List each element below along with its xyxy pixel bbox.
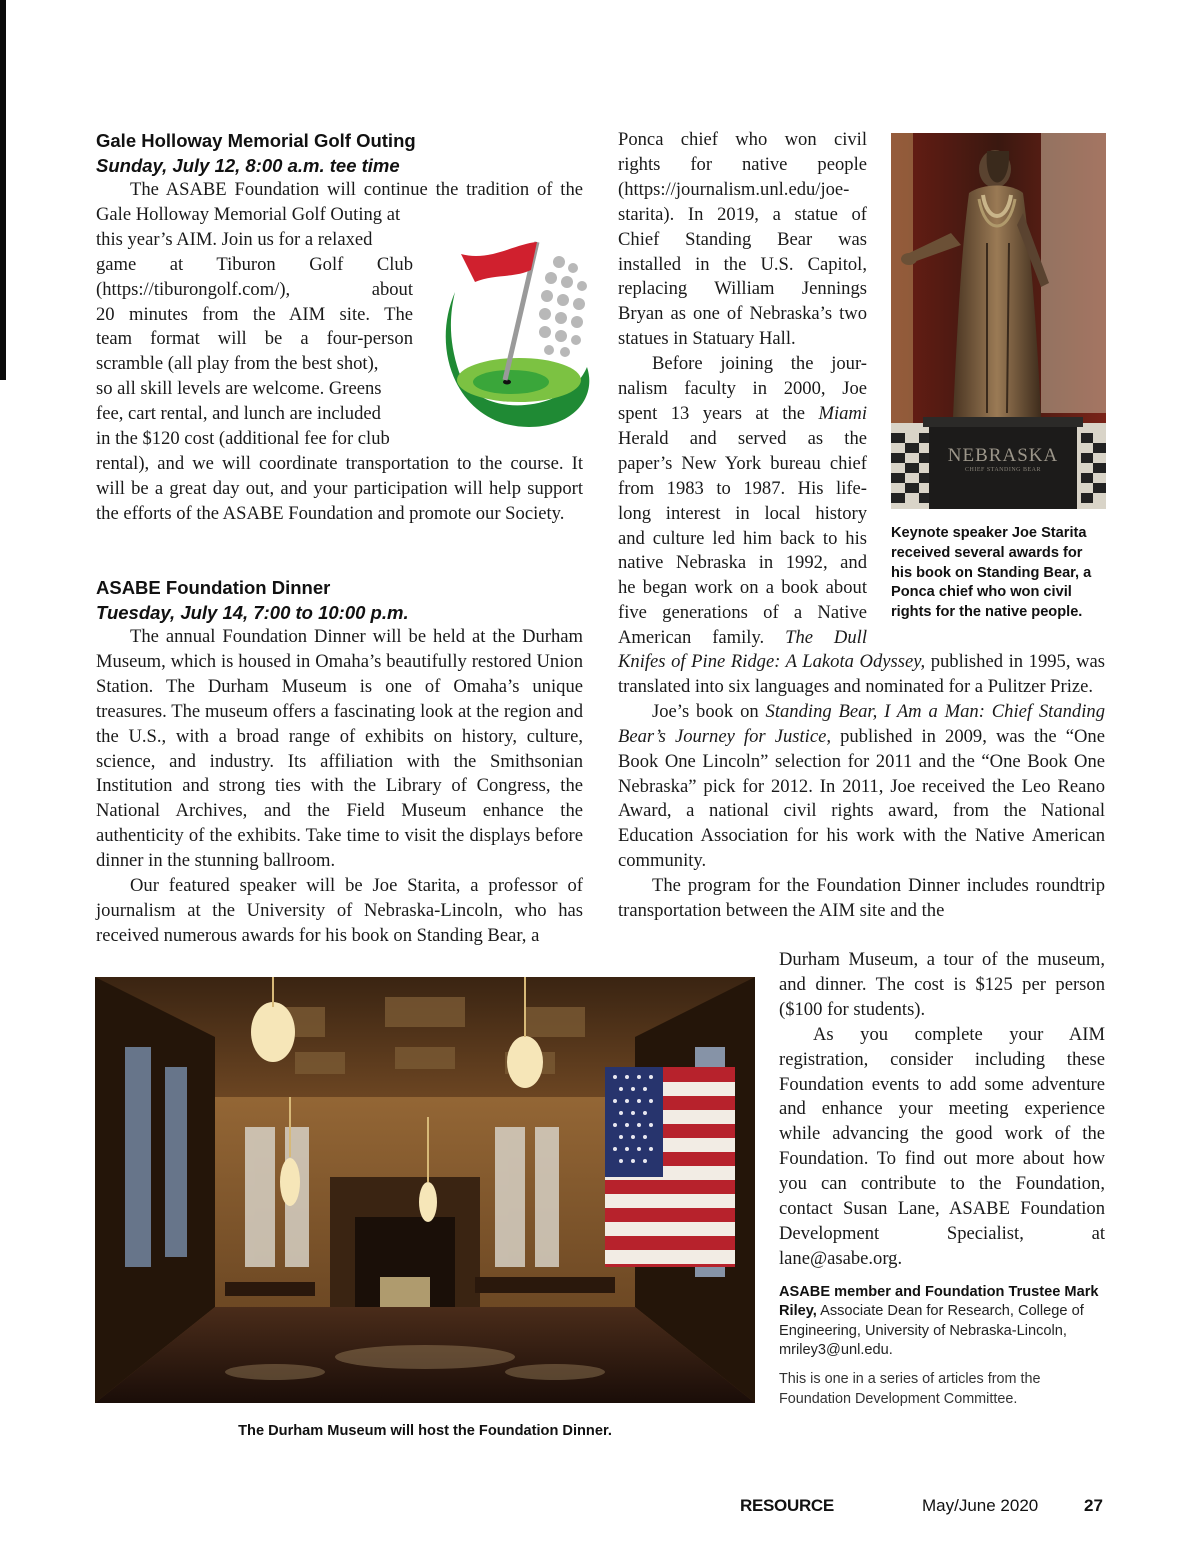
statue-caption: Keynote speaker Joe Starita received several awards for his book on Standing Bear, a Ponca chief who won civil rights for the native people. xyxy=(891,525,1092,621)
speaker-line: statues in Statuary Hall. xyxy=(618,328,796,350)
joe-book-para xyxy=(618,700,1105,874)
before-line: and culture led him back to his xyxy=(618,527,867,549)
golf-wrap-line: scramble (all play from the best shot), xyxy=(96,353,379,375)
dull-text: The Dull xyxy=(785,627,867,649)
footer-page-number: 27 xyxy=(1084,1496,1103,1515)
speaker-line: (https://journalism.unl.edu/joe- xyxy=(618,178,850,200)
museum-photo-image xyxy=(95,977,755,1403)
page-edge-bar xyxy=(0,0,6,380)
program-para: The program for the Foundation Dinner includes roundtrip transportation between the AIM site and the xyxy=(618,875,1105,922)
dinner-para-2: Our featured speaker will be Joe Starita, a professor of journalism at the University of Nebraska-Lincoln, who has received numerous awards for his book on Standing Bear, a xyxy=(96,875,583,946)
speaker-line: rights for native people xyxy=(618,153,867,175)
before-line: paper’s New York bureau chief xyxy=(618,452,867,474)
joe-book-intro: Joe’s book on xyxy=(652,700,759,722)
golf-wrap-line: fee, cart rental, and lunch are included xyxy=(96,403,381,425)
author-byline-bold: ASABE member and Foundation Trustee Mark Riley, xyxy=(779,1284,1099,1320)
program-para-cont: Durham Museum, a tour of the museum, and dinner. The cost is $125 per person ($100 for students). xyxy=(779,949,1105,1020)
golf-wrap-line: in the $120 cost (additional fee for club xyxy=(96,428,390,450)
speaker-continued xyxy=(618,650,1105,924)
before-line xyxy=(618,626,867,651)
before-line: he began work on a book about xyxy=(618,577,867,599)
golf-wrap-line: (https://tiburongolf.com/), about xyxy=(96,278,413,300)
golf-flag-ball-logo-icon xyxy=(419,222,599,444)
speaker-line: Bryan as one of Nebraska’s two xyxy=(618,303,867,325)
before-line-text: American family. xyxy=(618,627,765,649)
before-line: from 1983 to 1987. His life- xyxy=(618,477,867,499)
speaker-column xyxy=(618,128,867,651)
joe-book-rest: published in 2009, was the “One Book One Lincoln” selection for 2011 and the “One Book One Nebraska” pick for 2012. In 2011, Joe received the Leo Reano Award, a national civil rights award, from the National Education Association for his work with the Native American community. xyxy=(618,725,1105,872)
footer-magazine: RESOURCE xyxy=(740,1496,834,1515)
author-byline xyxy=(779,1283,1105,1360)
golf-wrap-line: 20 minutes from the AIM site. The xyxy=(96,303,413,325)
knifes-rest: published in 1995, was translated into six languages and nominated for a Pulitzer Prize. xyxy=(618,651,1105,697)
golf-wrap-line: so all skill levels are welcome. Greens xyxy=(96,378,382,400)
before-line: nalism faculty in 2000, Joe xyxy=(618,378,867,400)
statue-plaque-subtext: CHIEF STANDING BEAR xyxy=(964,467,1042,473)
knifes-title: Knifes of Pine Ridge: A Lakota Odyssey, xyxy=(618,651,926,672)
dinner-heading: ASABE Foundation Dinner xyxy=(96,577,331,598)
dinner-subheading: Tuesday, July 14, 7:00 to 10:00 p.m. xyxy=(96,602,409,623)
before-line xyxy=(618,427,867,452)
joe-book-title: Standing Bear, I Am a Man: Chief Standing Bear’s Journey for Justice, xyxy=(618,700,1105,747)
speaker-line: Ponca chief who won civil xyxy=(618,129,867,150)
golf-subheading: Sunday, July 12, 8:00 a.m. tee time xyxy=(96,155,400,176)
speaker-line: installed in the U.S. Capitol, xyxy=(618,253,867,275)
speaker-line: Chief Standing Bear was xyxy=(618,228,867,250)
before-line-text: spent 13 years at the xyxy=(618,402,805,424)
series-note: This is one in a series of articles from the Foundation Development Committee. xyxy=(779,1371,1041,1407)
before-line: five generations of a Native xyxy=(618,602,867,624)
golf-section xyxy=(96,128,583,527)
dinner-para-1: The annual Foundation Dinner will be held at the Durham Museum, which is housed in Omaha’s beautifully restored Union Station. The Durham Museum is one of Omaha’s unique treasures. The museum offers a fascinating look at the region and the U.S., with a broad range of exhibits on history, culture, science, and industry. Its affiliation with the Smithsonian Institution and strong ties with the Library of Congress, the National Archives, and the Field Museum enhance the authenticity of the exhibits. Take time to visit the displays before dinner in the stunning ballroom. xyxy=(96,626,583,872)
museum-caption: The Durham Museum will host the Foundation Dinner. xyxy=(238,1423,612,1439)
before-line-text: Herald and served as the xyxy=(618,427,867,449)
golf-para-intro: The ASABE Foundation will continue the tradition of the Gale Holloway Memorial Golf Outing at xyxy=(96,179,583,225)
before-line xyxy=(618,402,867,427)
golf-logo xyxy=(419,222,599,444)
footer-issue: May/June 2020 xyxy=(922,1496,1039,1515)
golf-wrap-line: game at Tiburon Golf Club xyxy=(96,253,413,275)
speaker-line: replacing William Jennings xyxy=(618,278,867,300)
museum-photo xyxy=(95,977,755,1403)
speaker-line: starita). In 2019, a statue of xyxy=(618,203,867,225)
golf-wrap-line: team format will be a four-person xyxy=(96,328,413,350)
dinner-section xyxy=(96,575,583,949)
golf-wrap-line: this year’s AIM. Join us for a relaxed xyxy=(96,228,373,250)
before-line: long interest in local history xyxy=(618,502,867,524)
before-line: native Nebraska in 1992, and xyxy=(618,552,867,574)
statue-plaque-text: NEBRASKA xyxy=(947,445,1059,466)
author-byline-rest: Associate Dean for Research, College of Engineering, University of Nebraska-Lincoln, mriley3@unl.edu. xyxy=(779,1303,1084,1358)
golf-heading: Gale Holloway Memorial Golf Outing xyxy=(96,130,416,151)
miami-text: Miami xyxy=(818,402,867,424)
before-line: Before joining the jour- xyxy=(652,353,867,375)
statue-photo xyxy=(891,133,1106,509)
golf-para-rest: rental), and we will coordinate transportation to the course. It will be a great day out, and your participation will help support the efforts of the ASABE Foundation and promote our Society. xyxy=(96,452,583,524)
complete-para: As you complete your AIM registration, consider including these Foundation events to add some adventure and enhance your meeting experience while advancing the good work of the Foundation. To find out more about how you can contribute to the Foundation, contact Susan Lane, ASABE Foundation Development Specialist, at lane@asabe.org. xyxy=(779,1023,1105,1269)
knifes-para xyxy=(618,650,1105,700)
program-column xyxy=(779,948,1105,1272)
